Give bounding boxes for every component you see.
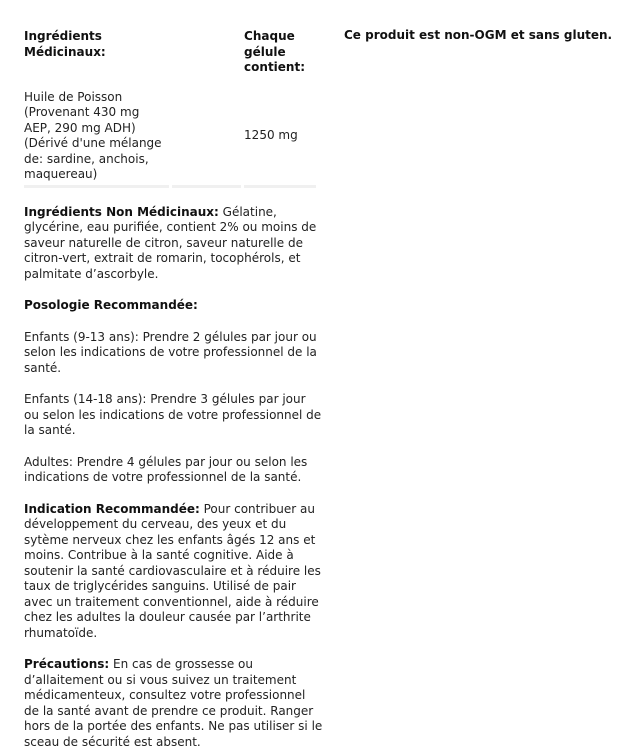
header-blank <box>172 29 242 90</box>
indication-text: Pour contribuer au développement du cerveau, des yeux et du sytème nerveux chez les enfants âgés 12 ans et moins. Contribue à la santé cognitive. Aide à soutenir la santé cardiovasculaire et à réduire les taux de triglycérides sanguins. Utilisé de pair avec un traitement conventionnel, aide à réduire chez les adultes la douleur causée par l’arthrite rhumatoïde. <box>24 501 321 640</box>
precautions-label: Précautions: <box>24 657 110 671</box>
precautions-text: En cas de grossesse ou d’allaitement ou si vous suivez un traitement médicamenteux, consultez votre professionnel de la santé avant de prendre ce produit. Ranger hors de la portée des enfants. Ne pas utiliser si le sceau de sécurité est absent. <box>24 657 323 749</box>
non-medicinal-text: Gélatine, glycérine, eau purifiée, contient 2% ou moins de saveur naturelle de citron, saveur naturelle de citron-vert, extrait de romarin, tocophérols, et palmitate d’ascorbyle. <box>24 204 317 281</box>
ingredient-amount-cell: 1250 mg <box>244 90 316 188</box>
recommended-indication <box>24 502 324 642</box>
non-gmo-gluten-free-note: Ce produit est non-OGM et sans gluten. <box>344 28 613 42</box>
ingredient-name-cell: Huile de Poisson (Provenant 430 mg AEP, 290 mg ADH) (Dérivé d'une mélange de: sardine, anchois, maquereau) <box>24 90 169 188</box>
dosage-children-14-18: Enfants (14-18 ans): Prendre 3 gélules par jour ou selon les indications de votre professionnel de la santé. <box>24 392 322 437</box>
header-amount-per-capsule: Chaque gélule contient: <box>244 29 306 74</box>
non-medicinal-label: Ingrédients Non Médicinaux: <box>24 204 219 219</box>
dosage-heading: Posologie Recommandée: <box>24 298 198 312</box>
dosage-children-9-13: Enfants (9-13 ans): Prendre 2 gélules par jour ou selon les indications de votre professionnel de la santé. <box>24 329 317 375</box>
medicinal-ingredients-table <box>21 29 319 188</box>
dosage-adults: Adultes: Prendre 4 gélules par jour ou selon les indications de votre professionnel de la santé. <box>24 454 308 484</box>
product-info-column <box>24 29 324 750</box>
header-ingredient-name: Ingrédients Médicinaux: <box>24 29 106 59</box>
table-header-row <box>24 29 316 90</box>
indication-label: Indication Recommandée: <box>24 501 200 516</box>
ingredient-blank-cell <box>172 90 242 188</box>
medicinal-ingredients-table-wrap <box>24 29 324 188</box>
table-row <box>24 90 316 188</box>
precautions <box>24 657 324 750</box>
side-note-column <box>344 28 614 44</box>
non-medicinal-ingredients <box>24 205 324 283</box>
